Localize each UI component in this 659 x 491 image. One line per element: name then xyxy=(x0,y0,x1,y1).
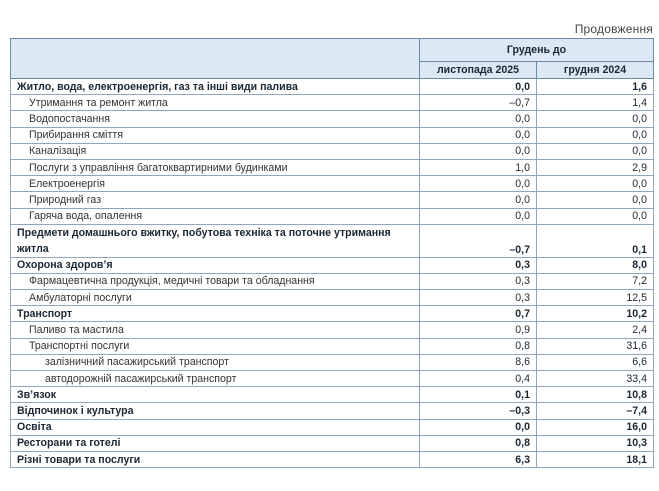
group-header: Грудень до xyxy=(420,39,654,62)
row-label: Предмети домашнього вжитку, побутова техніка та поточне утримання житла xyxy=(11,224,420,257)
category-row xyxy=(11,387,654,403)
category-row xyxy=(11,435,654,451)
value-prev-year: 10,2 xyxy=(537,306,654,322)
value-prev-year: 16,0 xyxy=(537,419,654,435)
value-prev-month: 8,6 xyxy=(420,354,537,370)
subcategory-row xyxy=(11,208,654,224)
value-prev-year: 0,0 xyxy=(537,208,654,224)
value-prev-year: 0,0 xyxy=(537,143,654,159)
subcategory-row xyxy=(11,371,654,387)
row-label: Амбулаторні послуги xyxy=(11,290,420,306)
value-prev-year: 1,6 xyxy=(537,79,654,95)
value-prev-year: 0,0 xyxy=(537,192,654,208)
row-label: Зв’язок xyxy=(11,387,420,403)
row-label: Прибирання сміття xyxy=(11,127,420,143)
value-prev-year: 0,1 xyxy=(537,224,654,257)
value-prev-year: 33,4 xyxy=(537,371,654,387)
value-prev-year: 18,1 xyxy=(537,451,654,467)
subcategory-row xyxy=(11,127,654,143)
value-prev-month: 0,0 xyxy=(420,79,537,95)
value-prev-year: 6,6 xyxy=(537,354,654,370)
value-prev-year: 7,2 xyxy=(537,273,654,289)
subcategory-row xyxy=(11,322,654,338)
row-label: Водопостачання xyxy=(11,111,420,127)
value-prev-year: 0,0 xyxy=(537,111,654,127)
row-label: Житло, вода, електроенергія, газ та інші види палива xyxy=(11,79,420,95)
continuation-label: Продовження xyxy=(574,22,653,36)
value-prev-month: 0,0 xyxy=(420,192,537,208)
category-row xyxy=(11,257,654,273)
subcategory-row xyxy=(11,273,654,289)
value-prev-month: 0,0 xyxy=(420,208,537,224)
value-prev-year: 8,0 xyxy=(537,257,654,273)
row-label: Охорона здоров’я xyxy=(11,257,420,273)
category-row xyxy=(11,79,654,95)
value-prev-month: 6,3 xyxy=(420,451,537,467)
value-prev-month: 1,0 xyxy=(420,159,537,175)
value-prev-month: 0,9 xyxy=(420,322,537,338)
category-row xyxy=(11,451,654,467)
value-prev-month: –0,7 xyxy=(420,224,537,257)
value-prev-month: 0,0 xyxy=(420,127,537,143)
value-prev-month: 0,8 xyxy=(420,435,537,451)
column-header-prev-month: листопада 2025 xyxy=(420,62,537,79)
category-row xyxy=(11,419,654,435)
value-prev-year: –7,4 xyxy=(537,403,654,419)
price-index-table xyxy=(10,38,654,468)
row-label: залізничний пасажирський транспорт xyxy=(11,354,420,370)
row-label: Транспорт xyxy=(11,306,420,322)
value-prev-month: –0,3 xyxy=(420,403,537,419)
value-prev-month: 0,7 xyxy=(420,306,537,322)
value-prev-year: 12,5 xyxy=(537,290,654,306)
row-label: Освіта xyxy=(11,419,420,435)
value-prev-month: 0,8 xyxy=(420,338,537,354)
subcategory-row xyxy=(11,159,654,175)
value-prev-year: 0,0 xyxy=(537,176,654,192)
category-header xyxy=(11,39,420,79)
row-label: Утримання та ремонт житла xyxy=(11,95,420,111)
value-prev-year: 1,4 xyxy=(537,95,654,111)
row-label: автодорожній пасажирський транспорт xyxy=(11,371,420,387)
value-prev-month: 0,3 xyxy=(420,290,537,306)
subcategory-row xyxy=(11,338,654,354)
row-label: Різні товари та послуги xyxy=(11,451,420,467)
value-prev-month: –0,7 xyxy=(420,95,537,111)
column-header-prev-year: грудня 2024 xyxy=(537,62,654,79)
subcategory-row xyxy=(11,95,654,111)
subcategory-row xyxy=(11,290,654,306)
value-prev-month: 0,0 xyxy=(420,176,537,192)
value-prev-year: 10,8 xyxy=(537,387,654,403)
subcategory-row xyxy=(11,354,654,370)
value-prev-year: 2,4 xyxy=(537,322,654,338)
row-label: Природний газ xyxy=(11,192,420,208)
row-label: Гаряча вода, опалення xyxy=(11,208,420,224)
row-label: Транспортні послуги xyxy=(11,338,420,354)
value-prev-month: 0,4 xyxy=(420,371,537,387)
row-label: Послуги з управління багатоквартирними будинками xyxy=(11,159,420,175)
subcategory-row xyxy=(11,176,654,192)
row-label: Фармацевтична продукція, медичні товари та обладнання xyxy=(11,273,420,289)
row-label: Паливо та мастила xyxy=(11,322,420,338)
value-prev-year: 0,0 xyxy=(537,127,654,143)
value-prev-month: 0,3 xyxy=(420,257,537,273)
category-row xyxy=(11,403,654,419)
value-prev-month: 0,0 xyxy=(420,111,537,127)
subcategory-row xyxy=(11,192,654,208)
row-label: Електроенергія xyxy=(11,176,420,192)
subcategory-row xyxy=(11,143,654,159)
value-prev-month: 0,0 xyxy=(420,419,537,435)
value-prev-month: 0,3 xyxy=(420,273,537,289)
value-prev-month: 0,1 xyxy=(420,387,537,403)
value-prev-month: 0,0 xyxy=(420,143,537,159)
row-label: Відпочинок і культура xyxy=(11,403,420,419)
value-prev-year: 31,6 xyxy=(537,338,654,354)
category-row xyxy=(11,306,654,322)
value-prev-year: 10,3 xyxy=(537,435,654,451)
row-label: Каналізація xyxy=(11,143,420,159)
row-label: Ресторани та готелі xyxy=(11,435,420,451)
subcategory-row xyxy=(11,111,654,127)
category-row xyxy=(11,224,654,257)
value-prev-year: 2,9 xyxy=(537,159,654,175)
